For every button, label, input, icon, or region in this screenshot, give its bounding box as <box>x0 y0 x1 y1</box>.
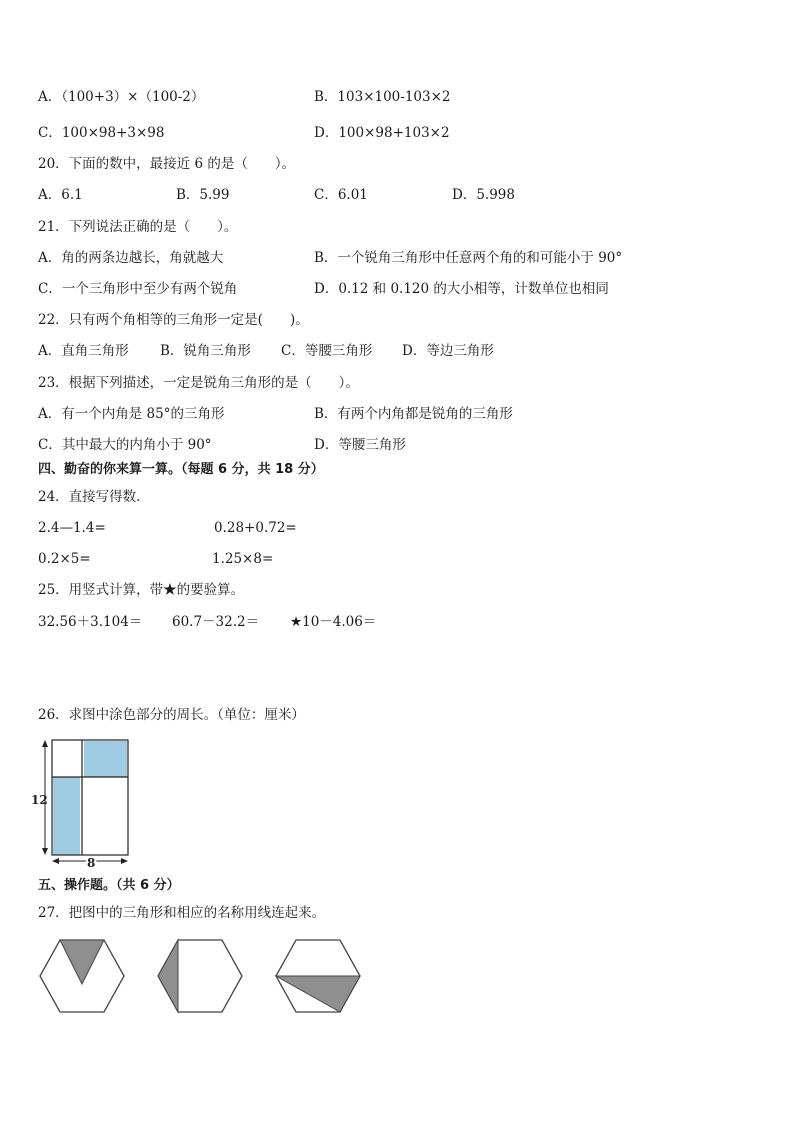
q26-height-label: 12 <box>31 793 48 807</box>
q26-width-arrow-head-left <box>52 858 59 864</box>
q19-option-d: D．100×98+103×2 <box>314 125 450 141</box>
q22-option-c: C．等腰三角形 <box>281 343 373 359</box>
q21-option-b: B．一个锐角三角形中任意两个角的和可能小于 90° <box>314 250 623 266</box>
q22-option-d: D．等边三角形 <box>402 343 494 359</box>
q24-stem: 24．直接写得数． <box>38 489 150 505</box>
q20-option-a: A．6.1 <box>38 187 83 203</box>
q25-expr-3: ★10－4.06＝ <box>290 614 377 630</box>
q20-option-c: C．6.01 <box>314 187 368 203</box>
q26-height-arrow-head-bottom <box>42 848 48 855</box>
q22-option-b: B．锐角三角形 <box>160 343 251 359</box>
q20-stem: 20．下面的数中，最接近 6 的是（ ）。 <box>38 156 296 172</box>
q22-stem: 22．只有两个角相等的三角形一定是( )。 <box>38 312 309 328</box>
q23-stem: 23．根据下列描述，一定是锐角三角形的是（ ）。 <box>38 375 359 391</box>
q21-option-d: D．0.12 和 0.120 的大小相等，计数单位也相同 <box>314 281 609 297</box>
section-4-heading: 四、勤奋的你来算一算。（每题 6 分，共 18 分） <box>38 462 324 477</box>
q26-stem: 26．求图中涂色部分的周长。（单位：厘米） <box>38 707 305 723</box>
q20-option-d: D．5.998 <box>452 187 515 203</box>
q26-figure <box>30 734 142 870</box>
q26-height-arrow-head-top <box>42 740 48 747</box>
q26-width-label: 8 <box>87 856 96 870</box>
q27-stem: 27．把图中的三角形和相应的名称用线连起来。 <box>38 905 326 921</box>
q21-stem: 21．下列说法正确的是（ ）。 <box>38 219 238 235</box>
q21-option-c: C．一个三角形中至少有两个锐角 <box>38 281 238 297</box>
q27-figure-1 <box>38 934 128 1016</box>
q21-option-a: A．角的两条边越长，角就越大 <box>38 250 224 266</box>
q19-option-b: B．103×100-103×2 <box>314 89 451 105</box>
q24-expr-4: 1.25×8= <box>212 551 274 567</box>
q23-option-d: D．等腰三角形 <box>314 437 406 453</box>
q24-expr-1: 2.4—1.4= <box>38 520 106 536</box>
section-5-heading: 五、操作题。（共 6 分） <box>38 878 180 893</box>
q25-stem: 25．用竖式计算，带★的要验算。 <box>38 582 245 598</box>
q20-option-b: B．5.99 <box>176 187 230 203</box>
q26-shaded-left-rect <box>53 777 80 855</box>
q24-expr-3: 0.2×5= <box>38 551 91 567</box>
q23-option-c: C．其中最大的内角小于 90° <box>38 437 212 453</box>
q25-expr-1: 32.56＋3.104＝ <box>38 614 143 630</box>
q26-width-arrow-head-right <box>121 858 128 864</box>
q24-expr-2: 0.28+0.72= <box>214 520 297 536</box>
q27-figure-2 <box>156 934 246 1016</box>
q25-expr-2: 60.7－32.2＝ <box>172 614 260 630</box>
q22-option-a: A．直角三角形 <box>38 343 129 359</box>
q27-figure-3 <box>274 934 364 1016</box>
q23-option-b: B．有两个内角都是锐角的三角形 <box>314 406 513 422</box>
q19-option-a: A．（100+3）×（100-2） <box>38 89 205 105</box>
q23-option-a: A．有一个内角是 85°的三角形 <box>38 406 225 422</box>
q26-shaded-top-rect <box>84 741 127 777</box>
q19-option-c: C．100×98+3×98 <box>38 125 165 141</box>
q27-shaded-triangle-2 <box>158 940 178 1012</box>
